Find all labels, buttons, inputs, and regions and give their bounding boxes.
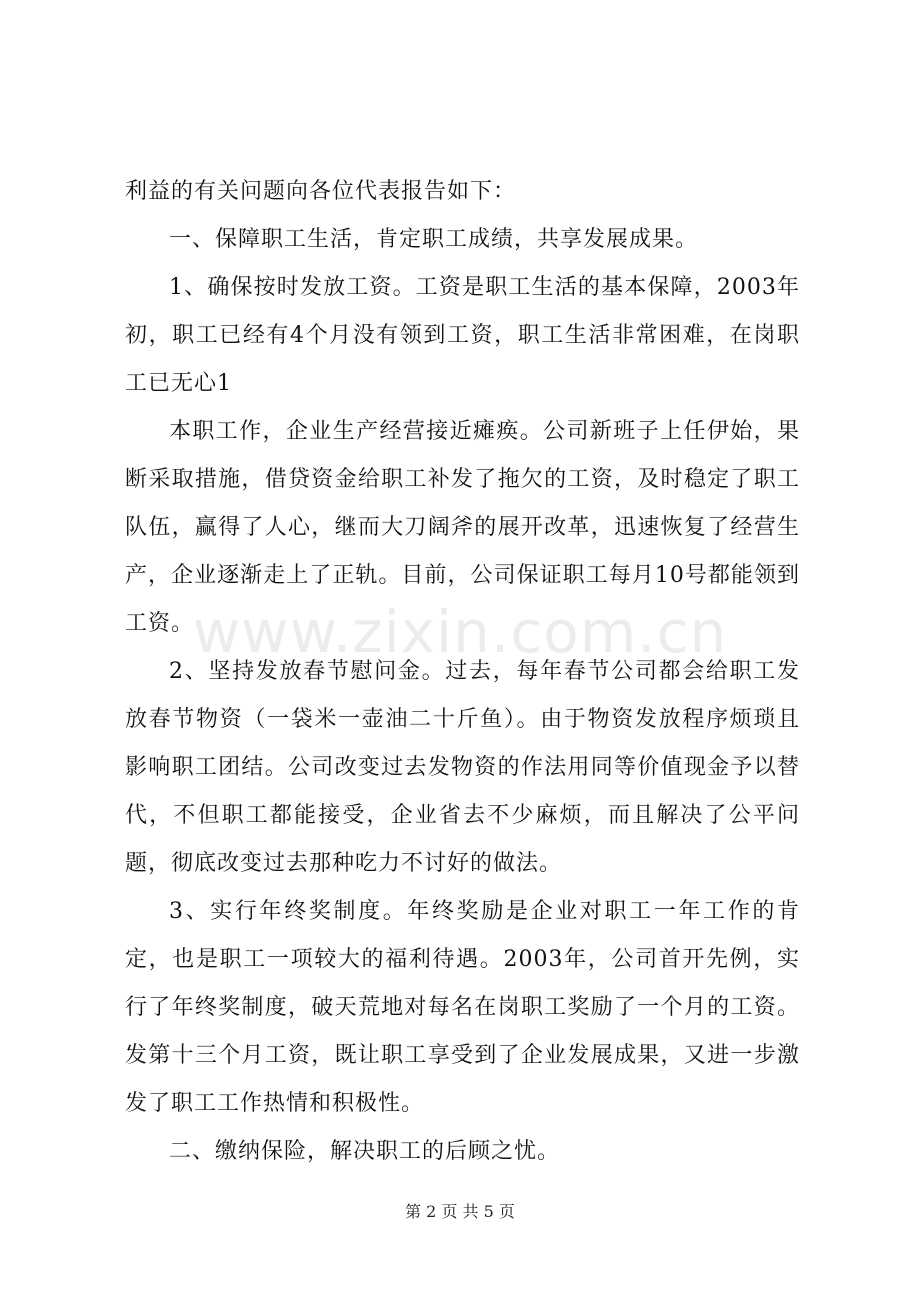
paragraph-wage-continuation: 本职工作，企业生产经营接近瘫痪。公司新班子上任伊始，果断采取措施，借贷资金给职工补发了拖欠的工资，及时稳定了职工队伍，赢得了人心，继而大刀阔斧的展开改革，迅速恢复了经营生产，企业逐渐走上了正轨。目前，公司保证职工每月10号都能领到工资。 bbox=[125, 419, 800, 636]
watermark-text: www.zixin.com.cn bbox=[192, 598, 728, 666]
paragraph-intro: 利益的有关问题向各位代表报告如下： bbox=[125, 179, 517, 204]
document-body bbox=[125, 168, 800, 1176]
page-number-footer: 第 2 页 共 5 页 bbox=[405, 1202, 515, 1221]
paragraph-section-two-heading: 二、缴纳保险，解决职工的后顾之忧。 bbox=[169, 1139, 561, 1164]
paragraph-wage-payment: 1、确保按时发放工资。工资是职工生活的基本保障，2003年初，职工已经有4个月没有领到工资，职工生活非常困难，在岗职工已无心1 bbox=[125, 275, 800, 396]
paragraph-section-one-heading: 一、保障职工生活，肯定职工成绩，共享发展成果。 bbox=[169, 227, 699, 252]
paragraph-spring-festival-bonus: 2、坚持发放春节慰问金。过去，每年春节公司都会给职工发放春节物资（一袋米一壶油二十斤鱼）。由于物资发放程序烦琐且影响职工团结。公司改变过去发物资的作法用同等价值现金予以替代，不但职工都能接受，企业省去不少麻烦，而且解决了公平问题，彻底改变过去那种吃力不讨好的做法。 bbox=[125, 659, 800, 876]
paragraph-year-end-bonus: 3、实行年终奖制度。年终奖励是企业对职工一年工作的肯定，也是职工一项较大的福利待遇。2003年，公司首开先例，实行了年终奖制度，破天荒地对每名在岗职工奖励了一个月的工资。发第十三个月工资，既让职工享受到了企业发展成果，又进一步激发了职工工作热情和积极性。 bbox=[125, 899, 800, 1116]
